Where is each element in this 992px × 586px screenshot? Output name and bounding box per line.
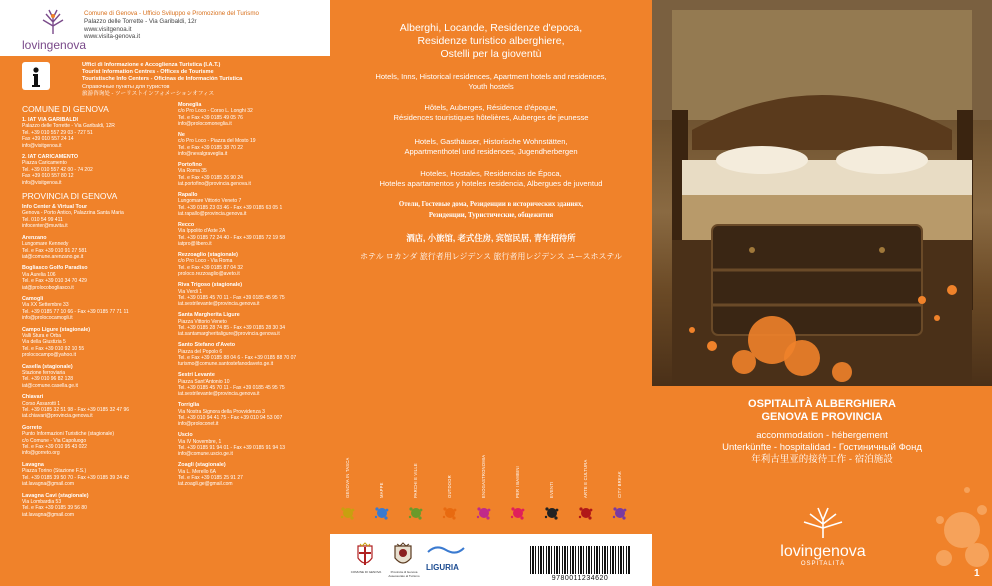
office-line: Tel. e Fax +39 0185 39 56 80 <box>22 505 87 512</box>
office-line: Valli Stura e Orba <box>22 332 62 339</box>
category-icons <box>330 446 652 526</box>
office-line: Tel. e Fax +39 0185 49 05 76 <box>178 114 243 121</box>
text-line: Youth hostels <box>468 82 514 91</box>
text-line: Appartmenthotel und residences, Jugendherbergen <box>404 147 578 156</box>
office-line: iat.chiavari@provincia.genova.it <box>22 413 93 420</box>
office-entry <box>22 154 172 186</box>
office-line: Tel. +39 010 94 41 75 - Fax +39 010 94 53 007 <box>178 414 283 421</box>
text-line: Резиденции, Туристические, общежития <box>428 212 554 219</box>
header-website[interactable]: www.visita-genova.it <box>84 33 141 41</box>
iat-line: Uffici di Informazione e Accoglienza Turistica (I.A.T.) <box>82 62 221 68</box>
office-line: Tel. e Fax +39 0185 26 90 24 <box>178 174 243 181</box>
category-label: PER I BAMBINI <box>515 466 520 498</box>
office-line: iat.sestrilevante@provincia.genova.it <box>178 301 260 308</box>
sponsor-band <box>330 534 652 586</box>
office-line: info@visitgenoa.it <box>22 142 62 149</box>
office-line: Fax +39 010 557 80 12 <box>22 173 74 180</box>
category-splat-icon <box>408 506 424 520</box>
office-name: 1. IAT VIA GARIBALDI <box>22 117 79 123</box>
office-line: Via L. Merello 6A <box>178 468 216 475</box>
office-name: Info Center & Virtual Tour <box>22 204 88 211</box>
office-entry <box>22 493 172 519</box>
office-name: 2. IAT CARICAMENTO <box>22 154 79 161</box>
office-entry <box>22 425 172 457</box>
office-name: Lavagna <box>22 461 44 468</box>
category-label: PARCHI E VILLE <box>413 463 418 498</box>
office-line: iat@comune.arenzano.ge.it <box>22 253 84 260</box>
office-entry <box>22 394 172 420</box>
back-panel <box>0 0 330 586</box>
text-spanish <box>330 169 652 189</box>
office-name: Bogliasco Golfo Paradiso <box>22 265 88 272</box>
iat-description <box>82 62 242 98</box>
cover-sub-line: accommodation - hébergement <box>756 430 888 441</box>
office-line: c/o Comune - Via Capoluogo <box>22 437 87 444</box>
hotel-room-illustration <box>652 0 992 386</box>
sponsor-caption: Provincia di Genova Assessorato al Turismo <box>388 570 420 578</box>
office-name: Lavagna Cavi (stagionale) <box>22 492 89 499</box>
text-chinese: 酒店, 小旅馆, 老式住房, 宾馆民居, 青年招待所 <box>406 233 576 243</box>
category-splat-icon <box>442 506 458 520</box>
office-line: Piazza Torino (Stazione F.S.) <box>22 468 87 475</box>
office-line: Piazza Vittorio Veneto <box>178 318 227 325</box>
office-line: c/o Pro Loco - Corso L. Longhi 32 <box>178 108 253 115</box>
cover-logo <box>748 506 898 567</box>
office-line: c/o Pro Loco - Via Roma <box>178 258 233 265</box>
barcode <box>530 546 630 574</box>
office-name: Ne <box>178 132 185 139</box>
category-label: EVENTI <box>549 481 554 498</box>
office-line: Tel. +39 0185 39 50 70 - Fax +39 0185 39 24 42 <box>22 474 130 481</box>
office-line: Tel. +39 0185 23 03 46 - Fax +39 0185 63 05 1 <box>178 204 283 211</box>
office-line: Lungomare Vittorio Veneto 7 <box>178 198 242 205</box>
category-label: MAPPE <box>379 482 384 498</box>
office-line: info@proloconet.it <box>178 421 219 428</box>
title-line: Ostelli per la gioventù <box>440 48 542 60</box>
category-splat-icon <box>578 506 594 520</box>
cover-logo-subtext: OSPITALITÀ <box>800 561 846 567</box>
office-line: Piazza Caricamento <box>22 160 67 167</box>
category-splat-icon <box>374 506 390 520</box>
iat-line: 旅游咨询处 - ツーリストインフォメーションオフィス <box>82 90 215 97</box>
office-line: iat.zoagli.ge@gmail.com <box>178 481 233 488</box>
text-line: Hotels, Gasthäuser, Historische Wohnstätten, <box>414 137 568 146</box>
header-title: Comune di Genova - Ufficio Sviluppo e Promozione del Turismo <box>84 10 259 17</box>
office-name: Moneglia <box>178 102 202 108</box>
cover-title-line: GENOVA E PROVINCIA <box>761 411 883 423</box>
office-entry <box>178 432 328 458</box>
category-item[interactable] <box>372 446 402 526</box>
header-line: Palazzo delle Torrette - Via Garibaldi, 12r <box>84 17 197 25</box>
category-splat-icon <box>612 506 628 520</box>
office-line: c/o Pro Loco - Piazza del Mosto 19 <box>178 138 256 145</box>
lovingenova-logo-icon <box>40 8 66 36</box>
title-italian <box>330 22 652 61</box>
office-entry <box>178 312 328 338</box>
office-line: Tel. e Fax +39 0185 38 70 22 <box>178 144 243 151</box>
office-name: Santa Margherita Ligure <box>178 312 240 319</box>
header-info <box>84 10 259 41</box>
category-item[interactable] <box>474 446 504 526</box>
cover-logo-text: lovingenova <box>780 543 866 560</box>
iat-line: Tourist Information Centres - Offices de Tourisme <box>82 69 214 76</box>
category-item[interactable] <box>440 446 470 526</box>
office-line: Piazza del Popolo 6 <box>178 348 223 355</box>
middle-panel <box>330 0 652 586</box>
text-english <box>330 72 652 92</box>
office-line: Tel. e Fax +39 010 92 10 55 <box>22 345 85 352</box>
text-french <box>330 103 652 123</box>
category-splat-icon <box>544 506 560 520</box>
office-entry <box>178 372 328 398</box>
office-entry <box>22 235 172 261</box>
office-line: info@visitgenoa.it <box>22 179 62 186</box>
section-heading: PROVINCIA DI GENOVA <box>22 191 118 202</box>
category-item[interactable] <box>610 446 640 526</box>
office-name: Zoagli (stagionale) <box>178 462 226 469</box>
category-label: ARTE E CULTURA <box>583 459 588 498</box>
office-entry <box>178 282 328 308</box>
orange-splatter-icon <box>922 470 992 580</box>
hotel-room-photo <box>652 0 992 386</box>
office-line: Via XX Settembre 33 <box>22 302 69 309</box>
office-entry <box>178 222 328 248</box>
office-line: Via Ippolito d'Aste 2A <box>178 228 226 235</box>
cover-panel <box>652 0 992 586</box>
office-name: Portofino <box>178 162 202 169</box>
office-name: Chiavari <box>22 394 44 401</box>
office-line: iatpro@libero.it <box>178 241 212 248</box>
office-line: Via Verdi 1 <box>178 288 203 295</box>
office-entry <box>178 402 328 428</box>
office-line: Tel. +39 0185 77 10 66 - Fax +39 0185 77 71 11 <box>22 308 129 315</box>
office-line: Stazione ferroviaria <box>22 370 66 376</box>
cover-sub-line: 年利古里亚的接待工作 - 宿泊施設 <box>751 454 893 465</box>
text-german <box>330 137 652 157</box>
text-russian <box>330 199 652 221</box>
text-japanese: ホテル ロカンダ 旅行者用レジデンス 旅行者用レジデンス ユースホステル <box>359 252 622 261</box>
office-line: Tel. 010 54 99 411 <box>22 216 63 223</box>
office-line: Tel. +39 0185 72 24 40 - Fax +39 0185 72 19 58 <box>178 234 286 241</box>
iat-line: Справочные пункты для туристов <box>82 83 170 90</box>
office-line: Via Aurelia 106 <box>22 271 56 278</box>
office-entry <box>178 162 328 188</box>
cover-subtitle <box>652 430 992 466</box>
office-line: iat.santamargheritaligure@provincia.genova.it <box>178 331 280 338</box>
office-entry <box>22 462 172 488</box>
office-name: Rapallo <box>178 192 198 199</box>
category-splat-icon <box>476 506 492 520</box>
text-line: Отели, Гостевые дома, Резиденции в исторических зданиях, <box>398 201 584 208</box>
office-line: Tel. +39 0185 91 94 01 - Fax +39 0185 91 94 13 <box>178 444 286 451</box>
office-line: Tel. +39 010 96 82 128 <box>22 376 74 383</box>
office-entry <box>22 296 172 322</box>
category-label: GENOVA IN TASCA <box>345 457 350 498</box>
office-entry <box>178 252 328 278</box>
text-line: Hoteles apartamentos y hoteles residencia, Albergues de juventud <box>379 179 603 188</box>
office-list-right <box>178 102 328 492</box>
office-line: Tel. +39 010 557 42 00 - 74 202 <box>22 166 93 173</box>
office-line: info@prolocomoneglia.it <box>178 121 232 128</box>
office-line: info@prolococamogli.it <box>22 315 73 322</box>
office-name: Rezzoaglio (stagionale) <box>178 252 238 259</box>
office-line: prolococampo@yahoo.it <box>22 352 76 359</box>
office-line: info@nevalgraveglia.it <box>178 151 228 158</box>
office-name: Gorreto <box>22 424 42 431</box>
office-line: iat.lavagna@gmail.com <box>22 511 75 518</box>
comune-genova-logo-icon <box>350 542 380 576</box>
liguria-logo-icon <box>426 542 466 576</box>
office-entry <box>22 364 172 390</box>
office-line: Via IV Novembre, 1 <box>178 438 222 445</box>
office-name: Riva Trigoso (stagionale) <box>178 282 243 289</box>
office-line: infocenter@muvita.it <box>22 223 68 230</box>
office-entry <box>178 462 328 488</box>
category-item[interactable] <box>406 446 436 526</box>
office-entry <box>178 132 328 158</box>
office-line: Lungomare Kennedy <box>22 241 69 248</box>
office-name: Uscio <box>178 432 193 439</box>
office-line: Fax +39 010 557 24 14 <box>22 136 74 143</box>
category-item[interactable] <box>508 446 538 526</box>
office-list-left <box>22 102 172 523</box>
cover-title-line: OSPITALITÀ ALBERGHIERA <box>748 398 896 410</box>
office-name: Arenzano <box>22 234 47 241</box>
text-line: Hôtels, Auberges, Résidence d'époque, <box>424 103 558 112</box>
title-line: Alberghi, Locande, Residenze d'epoca, <box>399 22 583 34</box>
office-line: Tel. e Fax +39 0185 25 91 27 <box>178 475 243 481</box>
barcode-number: 9780011234620 <box>551 575 609 582</box>
office-line: Corso Assarotti 1 <box>22 400 61 407</box>
office-entry <box>178 192 328 218</box>
office-line: Tel. +39 010 557 29 03 - 727 51 <box>22 129 93 136</box>
office-line: iat@prolocobogliasco.it <box>22 284 74 291</box>
office-entry <box>178 102 328 128</box>
office-name: Casella (stagionale) <box>22 363 73 370</box>
office-line: Tel. e Fax +39 0185 88 04 6 - Fax +39 0185 88 70 07 <box>178 354 297 361</box>
office-name: Recco <box>178 222 195 229</box>
text-line: Hotels, Inns, Historical residences, Apartment hotels and residences, <box>375 72 607 81</box>
header-website[interactable]: www.visitgenoa.it <box>84 25 132 33</box>
provincia-genova-logo-icon <box>388 542 418 576</box>
category-item[interactable] <box>338 446 368 526</box>
office-name: Campo Ligure (stagionale) <box>22 326 90 333</box>
text-line: Résidences touristiques hôtelières, Auberges de jeunesse <box>393 113 589 122</box>
office-entry <box>178 342 328 368</box>
office-line: Punto Informazioni Turistiche (stagionale) <box>22 431 114 438</box>
office-line: proloco.rezzoaglio@aveto.it <box>178 271 240 278</box>
info-badge-icon <box>22 62 50 90</box>
office-line: iat.rapallo@provincia.genova.it <box>178 211 247 218</box>
office-line: Palazzo delle Torrette - Via Garibaldi, 12R <box>22 123 115 130</box>
office-line: info@comune.uscio.ge.it <box>178 451 233 458</box>
office-line: Tel. +39 0185 45 70 11 - Fax +39 0185 45 95 75 <box>178 384 285 391</box>
office-line: Tel. e Fax +39 0185 87 04 32 <box>178 264 243 271</box>
category-label: CITY BREAK <box>617 471 622 498</box>
office-line: iat.lavagna@gmail.com <box>22 481 75 488</box>
office-name: Santo Stefano d'Aveto <box>178 342 236 349</box>
category-splat-icon <box>510 506 526 520</box>
cover-sub-line: Unterkünfte - hospitalidad - Гостиничный Фонд <box>722 442 922 453</box>
office-line: Via Roma 35 <box>178 168 207 175</box>
office-name: Sestri Levante <box>178 372 215 379</box>
header-band <box>0 0 330 56</box>
category-label: OUTDOOR <box>447 475 452 498</box>
office-line: Via della Giustizia 5 <box>22 339 66 346</box>
office-line: Tel. +39 0185 28 74 85 - Fax +39 0185 28 30 34 <box>178 324 286 331</box>
office-line: turismo@comune.santostefanodaveto.ge.it <box>178 361 274 368</box>
office-line: Tel. +39 0185 32 51 98 - Fax +39 0185 32 47 96 <box>22 407 130 414</box>
section-heading: COMUNE DI GENOVA <box>22 104 109 114</box>
office-line: Piazza Sant'Antonio 10 <box>178 378 230 385</box>
category-item[interactable] <box>542 446 572 526</box>
sponsor-caption: LIGURIA <box>426 563 459 572</box>
office-line: Genova - Porto Antico, Palazzina Santa Maria <box>22 210 124 217</box>
category-label: ENOGASTRONOMIA <box>481 454 486 498</box>
office-entry <box>22 117 172 149</box>
header-logo-text: lovingenova <box>22 38 87 52</box>
office-name: Torriglia <box>178 402 200 409</box>
office-name: Camogli <box>22 295 44 302</box>
office-line: Tel. e Fax +39 010 34 70 429 <box>22 278 87 285</box>
title-line: Residenze turistico alberghiere, <box>417 35 565 47</box>
office-line: Via Nostra Signora della Provvidenza 3 <box>178 408 265 415</box>
cover-title <box>652 398 992 424</box>
office-line: info@gorreto.org <box>22 450 60 457</box>
sponsor-caption: COMUNE DI GENOVA <box>350 570 382 574</box>
office-entry <box>22 204 172 230</box>
office-line: Via Lombardia 53 <box>22 498 62 505</box>
office-entry <box>22 327 172 359</box>
office-entry <box>22 265 172 291</box>
office-line: iat.sestrilevante@provincia.genova.it <box>178 391 260 398</box>
text-line: Hoteles, Hostales, Residencias de Época, <box>420 169 562 178</box>
office-line: Tel. e Fax +39 010 91 27 581 <box>22 247 87 254</box>
office-line: iat.portofino@provincia.genova.it <box>178 181 251 188</box>
lovingenova-logo-icon <box>748 506 898 540</box>
page-number: 1 <box>974 568 980 579</box>
office-line: Tel. e Fax +39 010 95 43 022 <box>22 444 87 451</box>
office-line: iat@comune.casella.ge.it <box>22 382 78 389</box>
category-splat-icon <box>340 506 356 520</box>
office-line: Tel. +39 0185 45 70 11 - Fax +39 0185 45 95 75 <box>178 294 285 301</box>
iat-line: Touristische Info Centers - Oficinas de Información Turística <box>82 76 243 83</box>
category-item[interactable] <box>576 446 606 526</box>
